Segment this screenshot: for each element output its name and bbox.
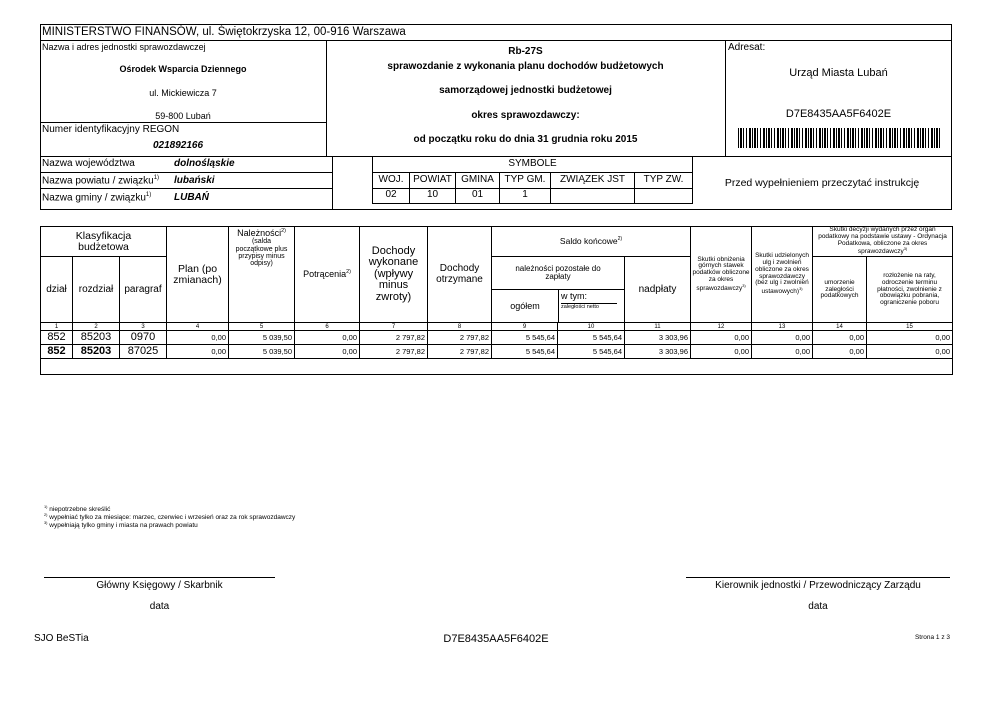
footer-doc-id: D7E8435AA5F6402E — [443, 633, 549, 645]
header-potracenia: Potrącenia$^{2)}$ — [295, 227, 360, 323]
table-row: 852 85203 87025 0,00 5 039,50 0,00 2 797,82 2 797,82 5 545,64 5 545,64 3 303,96 0,00 0,00 0,00 0,00 — [41, 345, 953, 359]
footnote-2: $^{2)}$ wypełniać tylko za miesiące: marzec, czerwiec i wrzesień oraz za rok sprawozdawczy — [44, 512, 296, 522]
footer-system: SJO BeSTia — [34, 633, 89, 644]
regon-label: Numer identyfikacyjny REGON — [42, 124, 180, 135]
header-dochody-otrzymane: Dochody otrzymane — [428, 227, 492, 323]
unit-street: ul. Mickiewicza 7 — [149, 88, 217, 98]
column-numbers-row: 1 2 3 4 5 6 7 8 9 10 11 12 13 14 15 — [41, 323, 953, 331]
left-signature-line — [44, 577, 275, 578]
instruction-note: Przed wypełnieniem przeczytać instrukcję — [724, 177, 920, 189]
unit-city: 59-800 Lubań — [155, 111, 211, 121]
county: lubański — [174, 175, 215, 186]
symbol-header: TYP GM. — [500, 172, 551, 188]
symbol-value: 1 — [500, 188, 551, 203]
symbol-header: WOJ. — [373, 172, 410, 188]
header-skutki-obnizenia: Skutki obniżenia górnych stawek podatków obliczone za okres sprawozdawczy$^{3)}$ — [691, 227, 752, 323]
header-skutki-decyzji: Skutki decyzji wydanych przez organ podatkowy na podstawie ustawy - Ordynacja Podatkowa, obliczone za okres sprawozdawczy$^{3)}$ — [813, 227, 953, 257]
addressee-label: Adresat: — [728, 42, 766, 53]
table-empty-row — [41, 359, 953, 375]
form-code: Rb-27S — [508, 46, 543, 57]
addressee-doc-id: D7E8435AA5F6402E — [785, 108, 892, 120]
ministry-address: MINISTERSTWO FINANSÓW, ul. Świętokrzyska 12, 00-916 Warszawa — [42, 26, 406, 38]
barcode-icon — [738, 128, 940, 148]
header-ogolem: ogółem — [492, 290, 559, 322]
header-rozlozenie: rozłożenie na raty, odroczenie terminu płatności, zwolnienie z obowiązku pobrania, ograniczenie poboru — [867, 257, 953, 323]
header-nadplaty: nadpłaty — [625, 257, 691, 323]
period-label: okres sprawozdawczy: — [471, 110, 580, 121]
form-title-2: samorządowej jednostki budżetowej — [439, 85, 612, 96]
municipality-label: Nazwa gminy / związku$^{1)}$ — [42, 192, 152, 204]
symbol-header: TYP ZW. — [635, 172, 693, 188]
left-signature-title: Główny Księgowy / Skarbnik — [96, 580, 223, 591]
footnote-3: $^{3)}$ wypełniają tylko gminy i miasta na prawach powiatu — [44, 520, 198, 530]
header-w-tym: w tym: — [561, 290, 617, 304]
header-paragraf: paragraf — [120, 257, 167, 323]
addressee: Urząd Miasta Lubań — [789, 67, 888, 79]
header-dzial: dział — [41, 257, 73, 323]
symbol-value — [635, 188, 693, 203]
unit-name: Ośrodek Wsparcia Dziennego — [119, 64, 247, 74]
right-signature-date: data — [808, 601, 828, 612]
income-table — [40, 226, 953, 375]
symbol-header: GMINA — [456, 172, 500, 188]
symbol-header: POWIAT — [410, 172, 456, 188]
header-naleznosci: Należności$^{2)}$ (salda początkowe plus przypisy minus odpisy) — [229, 227, 295, 323]
footnote-1: $^{1)}$ niepotrzebne skreślić — [44, 504, 111, 514]
period: od początku roku do dnia 31 grudnia roku 2015 — [413, 134, 638, 145]
right-signature-title: Kierownik jednostki / Przewodniczący Zarządu — [715, 580, 921, 591]
symbol-header: ZWIĄZEK JST — [551, 172, 635, 188]
symbols-label: SYMBOLE — [373, 156, 693, 172]
county-label: Nazwa powiatu / związku$^{1)}$ — [42, 175, 160, 187]
right-signature-line — [686, 577, 950, 578]
symbol-value: 10 — [410, 188, 456, 203]
header-klasyfikacja: Klasyfikacja budżetowa — [41, 227, 167, 257]
header-umorzenie: umorzenie zaległości podatkowych — [813, 257, 867, 323]
header-rozdzial: rozdział — [73, 257, 120, 323]
header-zaleglosci: zaległości netto — [561, 304, 599, 311]
header-naleznosci-pozostale: należności pozostałe do zapłaty — [492, 257, 624, 290]
table-row: 852 85203 0970 0,00 5 039,50 0,00 2 797,82 2 797,82 5 545,64 5 545,64 3 303,96 0,00 0,00 0,00 0,00 — [41, 331, 953, 345]
symbol-value: 01 — [456, 188, 500, 203]
municipality: LUBAŃ — [174, 192, 209, 203]
symbol-value: 02 — [373, 188, 410, 203]
voivodeship-label: Nazwa województwa — [42, 158, 135, 169]
header-skutki-ulg: Skutki udzielonych ulg i zwolnień obliczone za okres sprawozdawczy (bez ulg i zwolnień ustawowych)$^{3)}$ — [752, 227, 813, 323]
header-dochody-wykonane: Dochody wykonane (wpływy minus zwroty) — [360, 227, 428, 323]
unit-label: Nazwa i adres jednostki sprawozdawczej — [42, 42, 206, 52]
regon-number: 021892166 — [153, 140, 204, 151]
footer-page: Strona 1 z 3 — [914, 634, 950, 641]
header-plan: Plan (po zmianach) — [167, 227, 229, 323]
form-title-1: sprawozdanie z wykonania planu dochodów budżetowych — [387, 61, 664, 72]
header-saldo: Saldo końcowe$^{2)}$ — [492, 227, 691, 257]
symbols-table — [372, 156, 693, 204]
left-signature-date: data — [149, 601, 170, 612]
symbol-value — [551, 188, 635, 203]
voivodeship: dolnośląskie — [174, 158, 235, 169]
